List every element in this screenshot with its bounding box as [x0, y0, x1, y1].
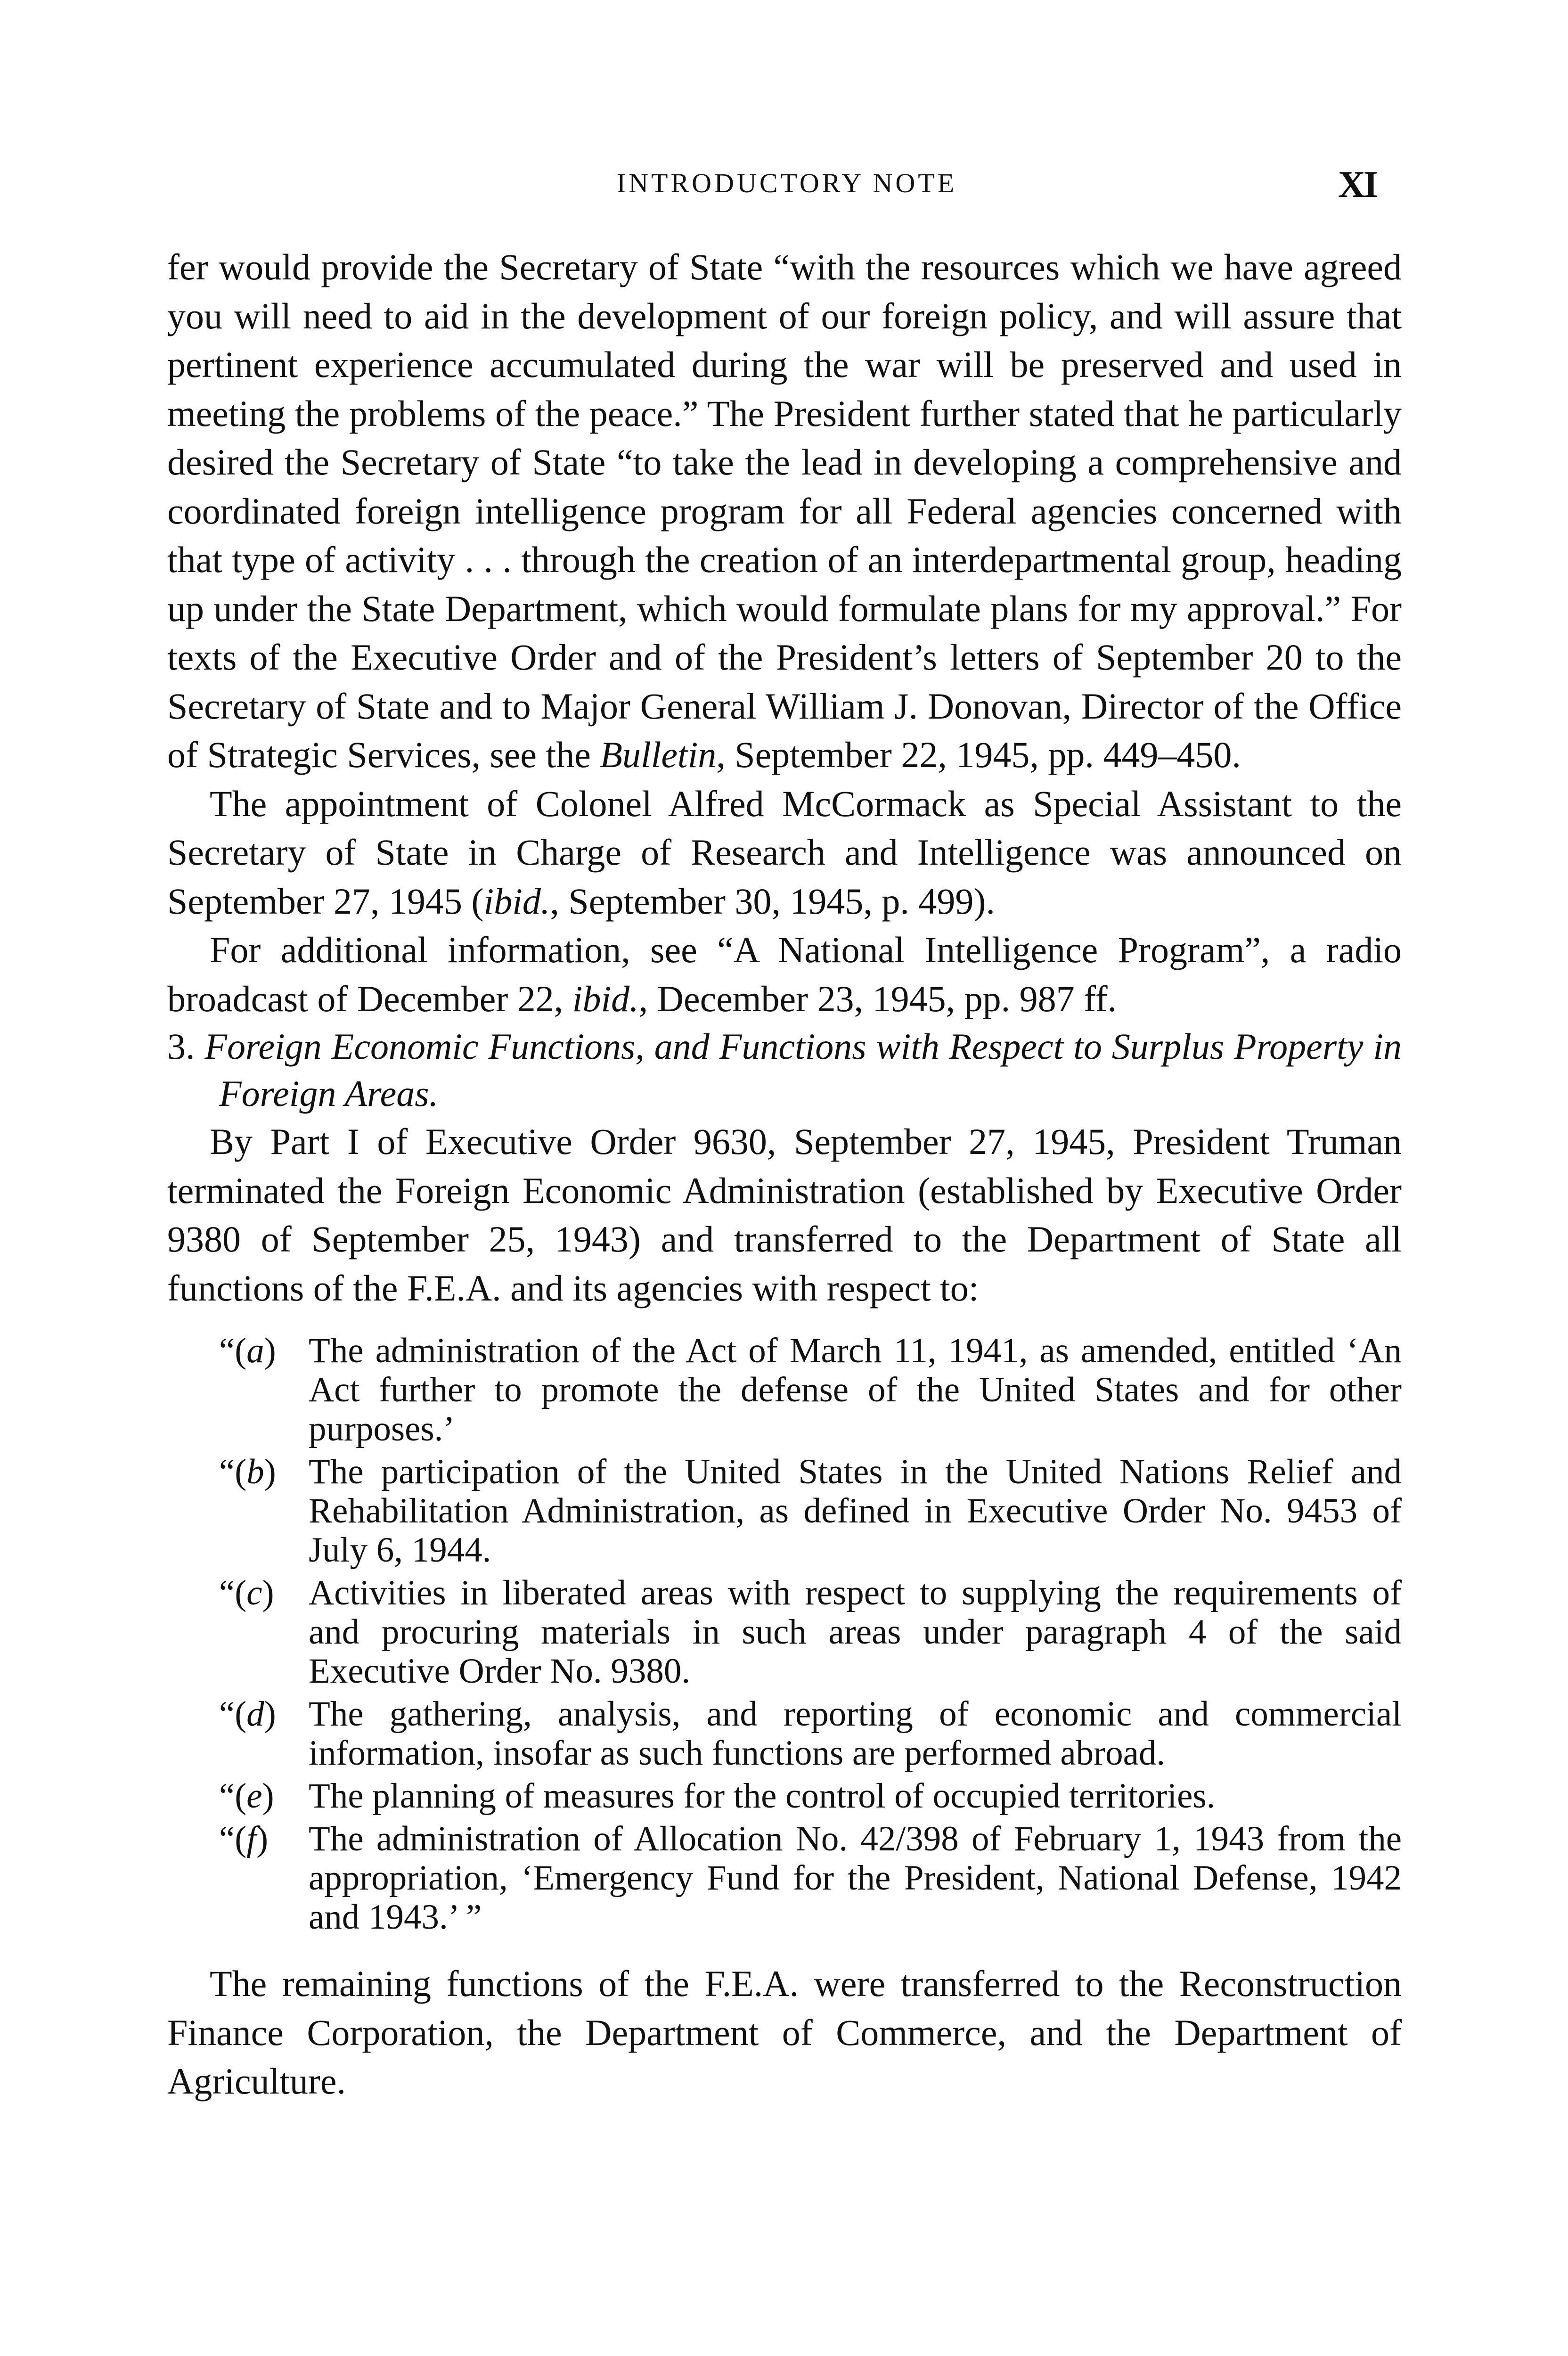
paragraph-executive-order — [167, 1117, 1402, 1312]
paragraph-text: The appointment of Colonel Alfred McCormack as Special Assistant to the Secretary of State in Charge of Research and Intelligence was announced on September 27, 1945 ( — [167, 783, 1402, 922]
section-title: Foreign Economic Functions, and Functions with Respect to Surplus Property in Foreign Areas. — [204, 1026, 1402, 1114]
paragraph-remaining-functions — [167, 1959, 1402, 2106]
list-item — [219, 1694, 1402, 1773]
quoted-function-list — [167, 1331, 1402, 1937]
item-label: “(a) — [219, 1331, 276, 1370]
paragraph-text: , December 23, 1945, pp. 987 ff. — [638, 978, 1117, 1019]
paragraph-appointment — [167, 779, 1402, 926]
section-number: 3. — [167, 1026, 195, 1067]
item-label: “(f) — [219, 1819, 269, 1858]
list-item — [219, 1452, 1402, 1570]
paragraph-text: , September 30, 1945, p. 499). — [550, 880, 995, 922]
item-text: The administration of Allocation No. 42/398 of February 1, 1943 from the appropriation, ‘Emergency Fund for the President, National Defense, 1942 and 1943.’ ” — [309, 1819, 1402, 1937]
page-number: XI — [1338, 164, 1376, 205]
item-label: “(d) — [219, 1694, 276, 1734]
list-item — [219, 1819, 1402, 1937]
body-text — [167, 243, 1402, 2106]
item-label: “(b) — [219, 1452, 276, 1491]
list-item — [219, 1573, 1402, 1691]
section-heading — [167, 1023, 1402, 1117]
paragraph-text: fer would provide the Secretary of State “with the resources which we have agreed you will need to aid in the development of our foreign policy, and will assure that pertinent experience accumulated during the war will be preserved and used in meeting the problems of the peace.” The President further stated that he particularly desired the Secretary of State “to take the lead in developing a comprehensive and coordinated foreign intelligence program for all Federal agencies concerned with that type of activity . . . through the creation of an interdepartmental group, heading up under the State Department, which would formulate plans for my approval.” For texts of the Executive Order and of the President’s letters of September 20 to the Secretary of State and to Major General William J. Donovan, Director of the Office of Strategic Services, see the — [167, 246, 1402, 775]
running-head — [0, 164, 1568, 205]
paragraph-text: For additional information, see “A National Intelligence Program”, a radio broadcast of December 22, — [167, 929, 1402, 1019]
item-text: Activities in liberated areas with respect to supplying the requirements of and procuring materials in such areas under paragraph 4 of the said Executive Order No. 9380. — [309, 1573, 1402, 1691]
running-title: INTRODUCTORY NOTE — [616, 168, 957, 198]
item-text: The gathering, analysis, and reporting of economic and commercial information, insofar as such functions are performed abroad. — [309, 1694, 1402, 1773]
item-label: “(e) — [219, 1776, 274, 1816]
paragraph-text: , September 22, 1945, pp. 449–450. — [716, 734, 1241, 775]
paragraph-continuation — [167, 243, 1402, 779]
paragraph-additional-info — [167, 925, 1402, 1023]
bulletin-title: Bulletin — [600, 734, 717, 775]
item-label: “(c) — [219, 1573, 274, 1612]
ibid-reference: ibid. — [483, 880, 550, 922]
paragraph-text: By Part I of Executive Order 9630, September 27, 1945, President Truman terminated the Foreign Economic Administration (established by Executive Order 9380 of September 25, 1943) and transferred to the Department of State all functions of the F.E.A. and its agencies with respect to: — [167, 1121, 1402, 1309]
list-item — [219, 1776, 1402, 1816]
ibid-reference: ibid. — [572, 978, 639, 1019]
list-item — [219, 1331, 1402, 1448]
paragraph-text: The remaining functions of the F.E.A. were transferred to the Reconstruction Finance Corporation, the Department of Commerce, and the Department of Agriculture. — [167, 1963, 1402, 2102]
item-text: The administration of the Act of March 11, 1941, as amended, entitled ‘An Act further to promote the defense of the United States and for other purposes.’ — [309, 1331, 1402, 1448]
item-text: The participation of the United States in the United Nations Relief and Rehabilitation Administration, as defined in Executive Order No. 9453 of July 6, 1944. — [309, 1452, 1402, 1570]
item-text: The planning of measures for the control of occupied territories. — [309, 1776, 1216, 1816]
